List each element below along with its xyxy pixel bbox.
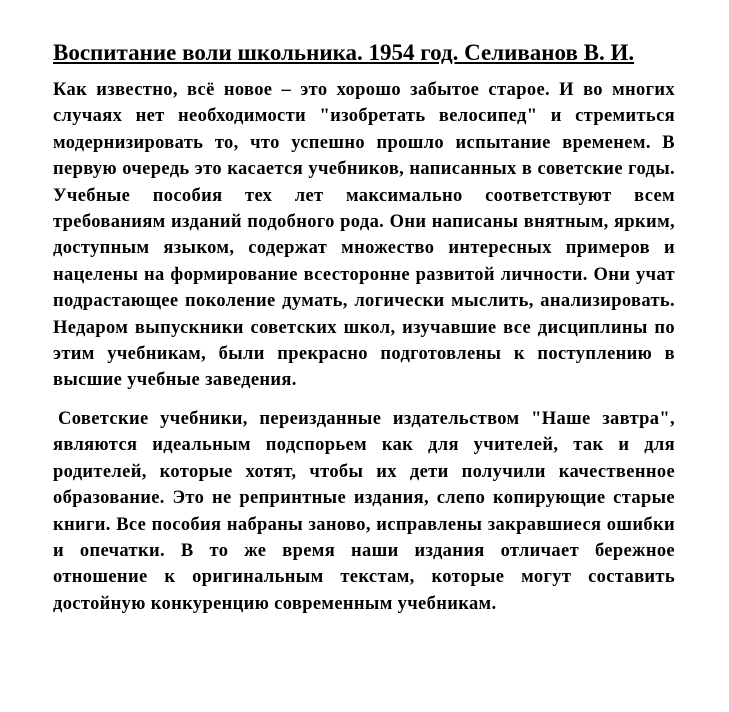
paragraph-publisher: Советские учебники, переизданные издательством "Наше завтра", являются идеальным подспорьем как для учителей, так и для родителей, которые хотят, чтобы их дети получили качественное образование. Это не репринтные издания, слепо копирующие старые книги. Все пособия набраны заново, исправлены закравшиеся ошибки и опечатки. В то же время наши издания отличает бережное отношение к оригинальным текстам, которые могут составить достойную конкуренцию современным учебникам. [53,408,675,614]
document-page [53,40,675,617]
paragraph-intro: Как известно, всё новое – это хорошо забытое старое. И во многих случаях нет необходимости "изобретать велосипед" и стремиться модернизировать то, что успешно прошло испытание временем. В первую очередь это касается учебников, написанных в советские годы. Учебные пособия тех лет максимально соответствуют всем требованиям изданий подобного рода. Они написаны внятным, ярким, доступным языком, содержат множество интересных примеров и нацелены на формирование всесторонне развитой личности. Они учат подрастающее поколение думать, логически мыслить, анализировать. Недаром выпускники советских школ, изучавшие все дисциплины по этим учебникам, были прекрасно подготовлены к поступлению в высшие учебные заведения. [53,80,675,391]
document-title: Воспитание воли школьника. 1954 год. Селиванов В. И. [53,40,635,65]
